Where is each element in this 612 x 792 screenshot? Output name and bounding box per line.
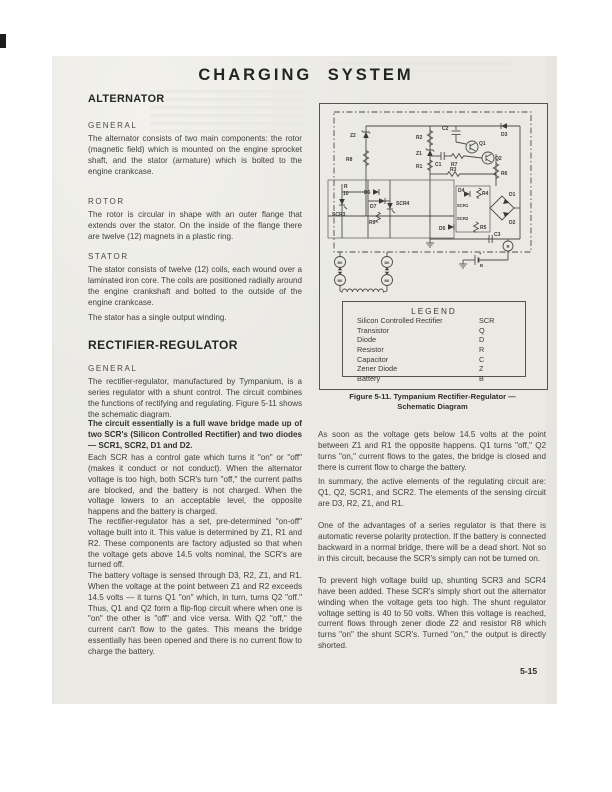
paragraph: To prevent high voltage build up, shunting SCR3 and SCR4 have been added. These SCR's simply short out the alternator winding when the voltage gets too high. The shunt regulator voltage setting is 40 to 50 volts. When this voltage is reached, current flows through zener diode Z2 and resistor R8 which turns "on" the shunt SCR's. Turned "on," the output is directly shorted. [318, 576, 546, 651]
paragraph: The rectifier-regulator, manufactured by Tympanium, is a series regulator with a shunt control. The circuit combines the functions of rectifying and regulating. Figure 5-11 shows the schematic diagram. [88, 377, 302, 419]
label-bk-3: BK [337, 278, 343, 283]
subheading-rotor: ROTOR [88, 197, 125, 206]
stator-winding-coil [340, 286, 387, 293]
label-r6: R6 [501, 171, 508, 177]
label-scr4: SCR4 [396, 201, 410, 207]
page-title: CHARGING SYSTEM [198, 66, 414, 84]
legend-symbol: R [479, 344, 485, 354]
label-r1: R1 [416, 164, 423, 170]
label-r3: R3 [450, 167, 457, 173]
legend-row [357, 327, 525, 335]
legend-symbol: B [479, 373, 484, 383]
label-scr3: SCR3 [332, 212, 346, 218]
paragraph: The stator has a single output winding. [88, 313, 227, 322]
legend-symbol: Q [479, 325, 485, 335]
paragraph: Each SCR has a control gate which turns it "on" or "off" (makes it conduct or not conduct). When the alternator voltage is too high, both SCR's turn "off," the current paths are blocked, and the battery is not charged. When the voltage lowers to an acceptable level, the opposite happens and the battery is charged. [88, 453, 302, 517]
label-bk-1: BK [337, 260, 343, 265]
legend-row [357, 346, 525, 354]
paragraph: One of the advantages of a series regulator is that there is automatic reverse polarity protection. If the battery is connected backward in a normal bridge, there will be a dead short. Not so in this circuit, because the SCR's simply can not be turned on. [318, 521, 546, 563]
legend-name: Capacitor [357, 354, 389, 364]
legend-name: Zener Diode [357, 364, 398, 374]
figure-5-11-box [319, 103, 548, 390]
label-terminal-r: R [506, 244, 510, 250]
label-r9: R9 [369, 220, 376, 226]
paragraph: The rectifier-regulator has a set, pre-determined "on-off" voltage built into it. This value is determined by Z1, R1 and R2. These components are factory adjusted so that when the voltage gets above 14.5 volts nominal, the SCR's are turned off. [88, 517, 302, 570]
label-d6: D6 [364, 190, 371, 196]
label-scr2: SCR2 [457, 216, 469, 221]
figure-caption [319, 392, 546, 412]
label-r10-bot: 10 [343, 191, 349, 197]
label-d4: D4 [458, 188, 465, 194]
legend-symbol: SCR [479, 316, 495, 326]
label-z1: Z1 [416, 151, 422, 157]
legend-symbol: D [479, 335, 485, 345]
label-bk-2: BK [384, 260, 390, 265]
legend-name: Diode [357, 335, 377, 345]
label-c2: C2 [442, 126, 449, 132]
paragraph: As soon as the voltage gets below 14.5 volts at the point between Z1 and R1 the opposite happens. Q1 turns "off," Q2 turns "on," current flows to the gates, the bridge is closed and there is current flow to charge the battery. [318, 430, 546, 472]
label-d1: D1 [509, 192, 516, 198]
subheading-general-1: GENERAL [88, 121, 138, 130]
label-c3: C3 [494, 232, 501, 238]
label-r4: R4 [482, 191, 489, 197]
section-heading-alternator: ALTERNATOR [88, 93, 165, 105]
label-d7: D7 [370, 204, 377, 210]
legend-symbol: Z [479, 364, 484, 374]
label-r2: R2 [416, 135, 423, 141]
registration-mark [0, 34, 6, 48]
paragraph: The rotor is circular in shape with an outer flange that extends over the stator. On the inside of the flange there are twelve (12) magnets in a plastic ring. [88, 210, 302, 241]
label-c1: C1 [435, 162, 442, 168]
paragraph: The stator consists of twelve (12) coils, each wound over a laminated iron core. The coils are positioned radially around the engine crankshaft and bolted to the outside of the engine crankcase. [88, 265, 303, 307]
label-d2: D2 [509, 220, 516, 226]
paragraph: The alternator consists of two main components: the rotor (magnetic field) which is mounted on the engine sprocket shaft, and the stator (armature) which is bolted to the engine crankcase. [88, 134, 302, 176]
paragraph: In summary, the active elements of the regulating circuit are: Q1, Q2, SCR1, and SCR2. The elements of the sensing circuit are D3, R2, Z1, and R1. [318, 477, 546, 508]
label-battery-b: B [480, 263, 484, 268]
legend-name: Transistor [357, 325, 390, 335]
label-q1: Q1 [479, 141, 486, 147]
label-d5: D5 [439, 226, 446, 232]
legend-name: Resistor [357, 344, 384, 354]
rectifier-regulator-schematic [320, 104, 545, 299]
label-scr1: SCR1 [457, 203, 469, 208]
page-number: 5-15 [520, 666, 538, 676]
legend-name: Silicon Controlled Rectifier [357, 316, 443, 326]
label-r8: R8 [346, 157, 353, 163]
legend-symbol: C [479, 354, 485, 364]
label-battery-plus: + [479, 251, 482, 256]
figure-caption-line1: Figure 5-11. Tympanium Rectifier-Regulator — [349, 392, 516, 401]
label-r10-top: R [344, 184, 348, 190]
legend-name: Battery [357, 373, 381, 383]
legend-title: LEGEND [411, 307, 457, 316]
label-r7: R7 [451, 162, 458, 168]
subheading-stator: STATOR [88, 252, 129, 261]
figure-caption-line2: Schematic Diagram [397, 401, 468, 411]
label-d3: D3 [501, 132, 508, 138]
subheading-general-2: GENERAL [88, 364, 138, 373]
paragraph-bold: The circuit essentially is a full wave bridge made up of two SCR's (Silicon Controlled Rectifier) and two diodes — SCR1, SCR2, D1 and D2. [88, 419, 302, 450]
paragraph: The battery voltage is sensed through D3, R2, Z1, and R1. When the voltage at the point between Z1 and R2 exceeds 14.5 volts — it turns Q1 "on" which, in turn, turns Q2 "off." Thus, Q1 and Q2 form a flip-flop circuit where when one is "on" the other is "off" and vice versa. With Q2 "off," the current can't flow to the gates. This means the bridge essentially has been opened and there is no current flow to charge the battery. [88, 571, 302, 656]
legend-box [342, 301, 526, 383]
legend-row [357, 317, 525, 325]
legend-row [357, 365, 525, 373]
legend-row [357, 336, 525, 344]
label-z2: Z2 [350, 133, 356, 139]
label-r5: R5 [480, 225, 487, 231]
label-bk-4: BK [384, 278, 390, 283]
legend-row [357, 356, 525, 364]
scan-artifact [150, 90, 302, 134]
legend-row [357, 375, 525, 383]
section-heading-rectifier-regulator: RECTIFIER-REGULATOR [88, 338, 238, 352]
label-q2: Q2 [495, 156, 502, 162]
